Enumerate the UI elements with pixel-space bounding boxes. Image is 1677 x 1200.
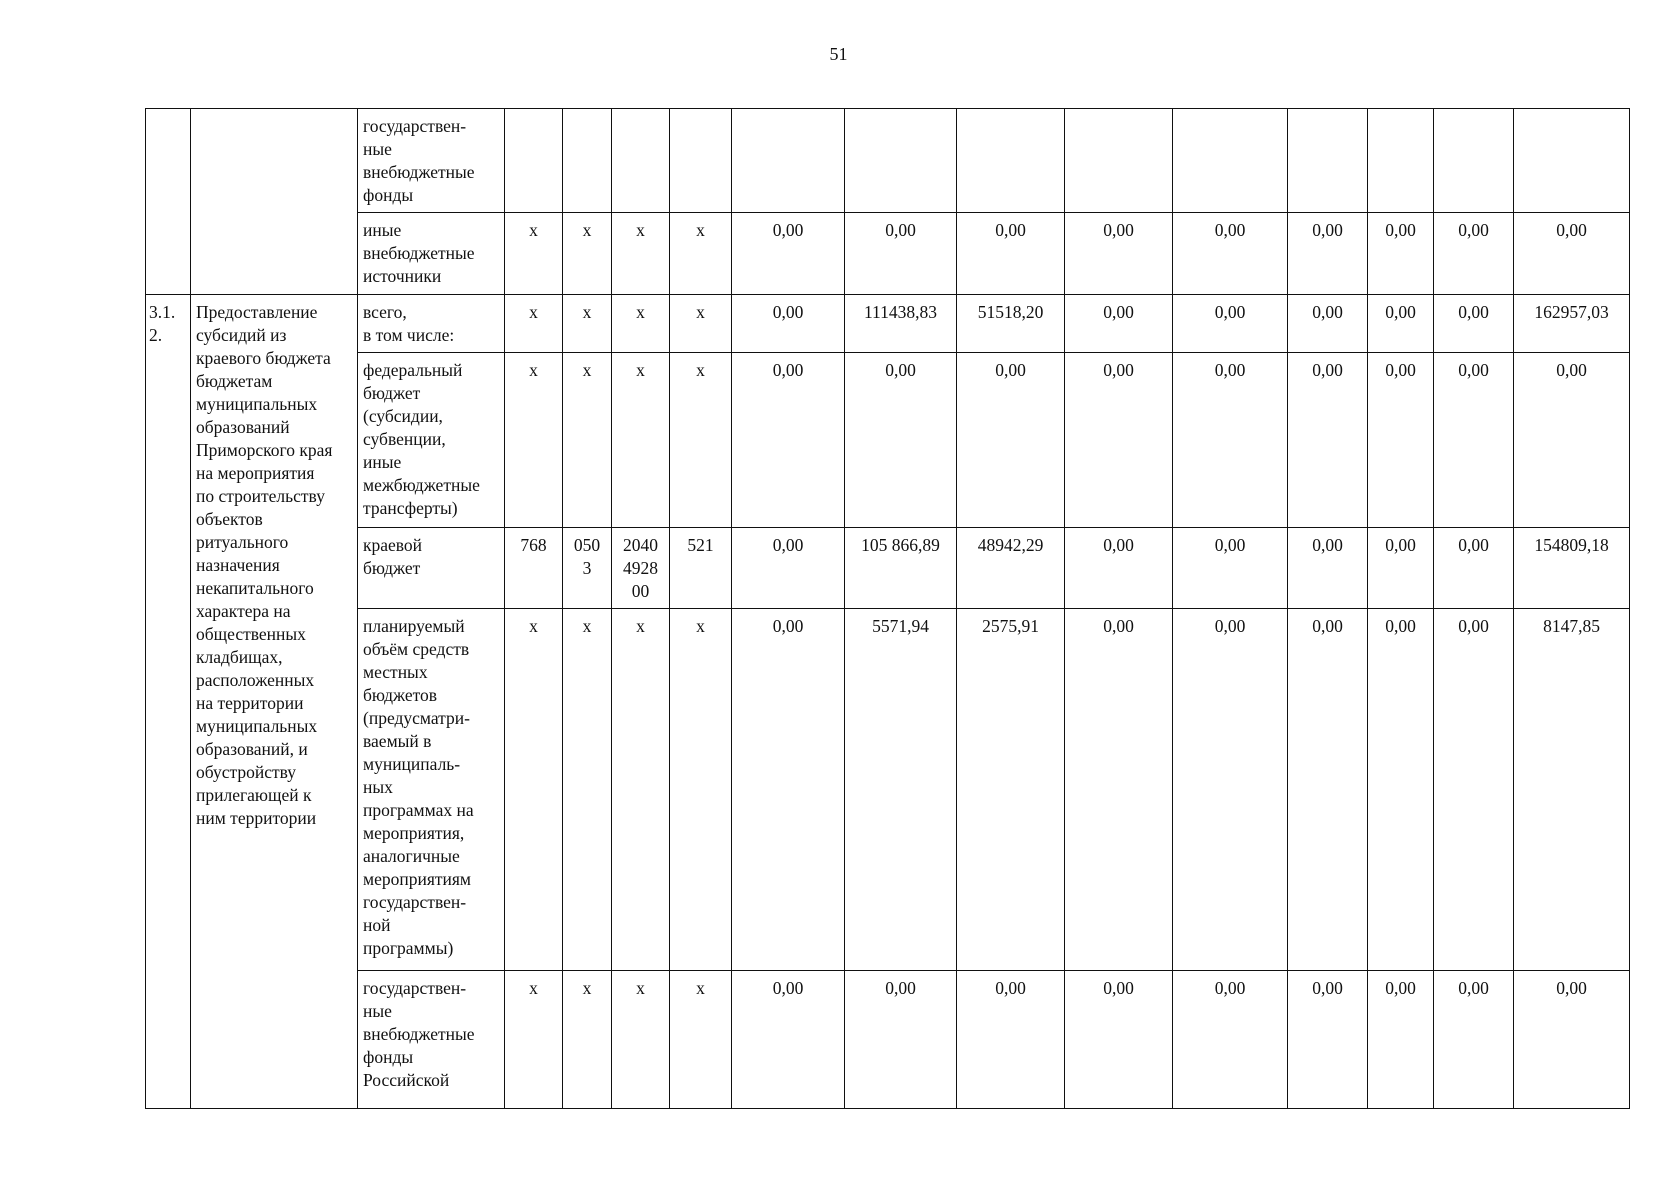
amount-cell: 0,00 xyxy=(1288,213,1368,295)
funding-source-line: ные xyxy=(363,1001,392,1021)
amount-cell xyxy=(1065,109,1173,213)
amount-cell: 0,00 xyxy=(1434,295,1514,353)
funding-source-line: объём средств xyxy=(363,639,470,659)
description-line: муниципальных xyxy=(196,394,318,414)
funding-source-cell xyxy=(358,971,505,1109)
budget-code-line: 050 xyxy=(573,535,601,555)
funding-source-line: (предусматри- xyxy=(363,708,470,728)
funding-source-line: трансферты) xyxy=(363,498,458,518)
amount-cell: 0,00 xyxy=(1434,213,1514,295)
budget-code-cell xyxy=(505,109,563,213)
table-row xyxy=(146,353,1630,528)
funding-source-line: Российской xyxy=(363,1070,450,1090)
table-row xyxy=(146,528,1630,609)
budget-code-line: 2040 xyxy=(623,535,658,555)
table-row xyxy=(146,295,1630,353)
amount-cell: 0,00 xyxy=(957,213,1065,295)
funding-source-cell xyxy=(358,295,505,353)
description-line: некапитального xyxy=(196,578,314,598)
table-row xyxy=(146,971,1630,1109)
budget-code-cell xyxy=(563,353,612,528)
description-line: муниципальных xyxy=(196,716,318,736)
budget-code-line: х xyxy=(582,360,592,380)
amount-cell: 0,00 xyxy=(1065,353,1173,528)
description-line: прилегающей к xyxy=(196,785,312,805)
row-number-cell xyxy=(146,109,191,295)
description-line: общественных xyxy=(196,624,306,644)
budget-code-cell xyxy=(670,353,732,528)
budget-code-line: 00 xyxy=(631,581,650,601)
description-line: на мероприятия xyxy=(196,463,315,483)
description-line: ритуального xyxy=(196,532,289,552)
page-number: 51 xyxy=(829,44,848,64)
funding-source-line: иные xyxy=(363,452,402,472)
budget-code-line: х xyxy=(636,616,645,636)
funding-source-line: аналогичные xyxy=(363,846,460,866)
budget-code-cell xyxy=(563,295,612,353)
budget-code-line: х xyxy=(582,220,592,240)
amount-cell xyxy=(957,109,1065,213)
amount-cell: 2575,91 xyxy=(957,609,1065,971)
funding-source-line: межбюджетные xyxy=(363,475,480,495)
description-line: обустройству xyxy=(196,762,297,782)
amount-cell: 0,00 xyxy=(1288,971,1368,1109)
funding-source-line: иные xyxy=(363,220,402,240)
amount-cell: 0,00 xyxy=(1514,353,1630,528)
budget-code-line: х xyxy=(696,360,705,380)
funding-source-line: ные xyxy=(363,139,392,159)
amount-cell: 154809,18 xyxy=(1514,528,1630,609)
budget-code-cell xyxy=(670,609,732,971)
amount-cell: 0,00 xyxy=(732,971,845,1109)
budget-code-cell xyxy=(612,609,670,971)
amount-cell: 162957,03 xyxy=(1514,295,1630,353)
budget-code-cell xyxy=(563,213,612,295)
description-line: расположенных xyxy=(196,670,315,690)
budget-code-line: 4928 xyxy=(623,558,658,578)
funding-source-line: мероприятия, xyxy=(363,823,465,843)
budget-code-line: х xyxy=(696,302,705,322)
amount-cell: 0,00 xyxy=(1434,528,1514,609)
description-line: субсидий из xyxy=(196,325,287,345)
amount-cell: 105 866,89 xyxy=(845,528,957,609)
amount-cell: 0,00 xyxy=(1065,971,1173,1109)
amount-cell: 0,00 xyxy=(1288,353,1368,528)
amount-cell: 0,00 xyxy=(1368,609,1434,971)
amount-cell: 0,00 xyxy=(1368,971,1434,1109)
budget-code-cell xyxy=(670,971,732,1109)
amount-cell: 0,00 xyxy=(732,353,845,528)
amount-cell: 0,00 xyxy=(1065,609,1173,971)
funding-source-line: программы) xyxy=(363,938,454,958)
amount-cell: 0,00 xyxy=(1288,528,1368,609)
amount-cell xyxy=(1514,109,1630,213)
budget-code-line: х xyxy=(582,616,592,636)
description-line: образований xyxy=(196,417,290,437)
funding-source-line: фонды xyxy=(363,185,414,205)
funding-source-line: субвенции, xyxy=(363,429,446,449)
description-line: бюджетам xyxy=(196,371,273,391)
budget-code-cell xyxy=(563,609,612,971)
funding-source-line: бюджет xyxy=(363,383,421,403)
amount-cell xyxy=(1434,109,1514,213)
budget-code-cell xyxy=(505,609,563,971)
funding-source-line: мероприятиям xyxy=(363,869,472,889)
amount-cell: 0,00 xyxy=(957,353,1065,528)
description-line: образований, и xyxy=(196,739,308,759)
amount-cell xyxy=(1288,109,1368,213)
budget-code-line: х xyxy=(636,360,645,380)
amount-cell xyxy=(1368,109,1434,213)
budget-code-cell xyxy=(612,109,670,213)
amount-cell: 0,00 xyxy=(845,213,957,295)
amount-cell: 0,00 xyxy=(1173,528,1288,609)
budget-code-cell xyxy=(612,971,670,1109)
budget-code-cell xyxy=(670,528,732,609)
description-line: краевого бюджета xyxy=(196,348,331,368)
budget-code-cell xyxy=(505,528,563,609)
description-line: кладбищах, xyxy=(196,647,283,667)
description-line: Приморского края xyxy=(196,440,333,460)
budget-code-line: 768 xyxy=(520,535,547,555)
amount-cell: 0,00 xyxy=(1434,971,1514,1109)
amount-cell: 0,00 xyxy=(1065,528,1173,609)
description-line: на территории xyxy=(196,693,304,713)
budget-code-line: х xyxy=(529,978,538,998)
amount-cell xyxy=(845,109,957,213)
amount-cell: 0,00 xyxy=(1368,353,1434,528)
funding-source-line: планируемый xyxy=(363,616,465,636)
funding-source-cell xyxy=(358,213,505,295)
amount-cell: 0,00 xyxy=(732,609,845,971)
funding-source-line: программах на xyxy=(363,800,474,820)
budget-code-line: х xyxy=(636,978,645,998)
amount-cell: 0,00 xyxy=(957,971,1065,1109)
funding-source-line: (субсидии, xyxy=(363,406,443,426)
funding-source-line: бюджетов xyxy=(363,685,438,705)
amount-cell: 0,00 xyxy=(1368,213,1434,295)
budget-code-line: 521 xyxy=(687,535,714,555)
description-line: характера на xyxy=(196,601,291,621)
funding-source-line: внебюджетные xyxy=(363,162,475,182)
budget-code-line: х xyxy=(636,220,645,240)
amount-cell: 0,00 xyxy=(732,213,845,295)
row-number-line: 2. xyxy=(149,325,163,345)
description-line: назначения xyxy=(196,555,280,575)
description-line: объектов xyxy=(196,509,263,529)
amount-cell: 0,00 xyxy=(1368,528,1434,609)
budget-code-cell xyxy=(612,353,670,528)
description-line: Предоставление xyxy=(196,302,318,322)
amount-cell: 0,00 xyxy=(1065,295,1173,353)
amount-cell: 0,00 xyxy=(732,528,845,609)
amount-cell: 0,00 xyxy=(1288,609,1368,971)
amount-cell xyxy=(1173,109,1288,213)
funding-source-line: фонды xyxy=(363,1047,414,1067)
funding-source-line: внебюджетные xyxy=(363,243,475,263)
funding-source-line: краевой xyxy=(363,535,423,555)
budget-code-line: 3 xyxy=(582,558,592,578)
funding-source-line: источники xyxy=(363,266,442,286)
funding-source-line: государствен- xyxy=(363,978,467,998)
amount-cell: 51518,20 xyxy=(957,295,1065,353)
budget-code-cell xyxy=(670,213,732,295)
amount-cell: 8147,85 xyxy=(1514,609,1630,971)
amount-cell: 0,00 xyxy=(1514,213,1630,295)
description-cell xyxy=(191,295,358,1109)
amount-cell: 0,00 xyxy=(732,295,845,353)
amount-cell: 0,00 xyxy=(1173,353,1288,528)
amount-cell: 0,00 xyxy=(1173,295,1288,353)
row-number-line: 3.1. xyxy=(149,302,176,322)
description-cell xyxy=(191,109,358,295)
funding-source-line: муниципаль- xyxy=(363,754,461,774)
funding-source-line: федеральный xyxy=(363,360,463,380)
amount-cell: 0,00 xyxy=(1173,971,1288,1109)
budget-code-cell xyxy=(505,213,563,295)
funding-source-line: в том числе: xyxy=(363,325,455,345)
amount-cell: 0,00 xyxy=(1368,295,1434,353)
amount-cell: 0,00 xyxy=(1514,971,1630,1109)
amount-cell: 0,00 xyxy=(1434,353,1514,528)
budget-code-cell xyxy=(612,295,670,353)
budget-code-cell xyxy=(505,353,563,528)
funding-source-line: государствен- xyxy=(363,892,467,912)
funding-source-cell xyxy=(358,353,505,528)
funding-source-cell xyxy=(358,528,505,609)
budget-code-cell xyxy=(505,971,563,1109)
funding-source-line: местных xyxy=(363,662,428,682)
funding-source-line: бюджет xyxy=(363,558,421,578)
funding-source-cell xyxy=(358,609,505,971)
funding-source-line: ваемый в xyxy=(363,731,432,751)
amount-cell: 0,00 xyxy=(845,353,957,528)
amount-cell: 0,00 xyxy=(1434,609,1514,971)
budget-code-line: х xyxy=(582,978,592,998)
budget-code-line: х xyxy=(529,360,538,380)
amount-cell: 0,00 xyxy=(1065,213,1173,295)
funding-source-line: всего, xyxy=(363,302,407,322)
budget-code-line: х xyxy=(696,978,705,998)
budget-code-line: х xyxy=(529,616,538,636)
description-line: ним территории xyxy=(196,808,317,828)
funding-source-cell xyxy=(358,109,505,213)
funding-source-line: ной xyxy=(363,915,391,935)
budget-code-cell xyxy=(612,528,670,609)
budget-code-cell xyxy=(563,109,612,213)
funding-source-line: внебюджетные xyxy=(363,1024,475,1044)
funding-source-line: ных xyxy=(363,777,393,797)
budget-code-cell xyxy=(563,528,612,609)
amount-cell xyxy=(732,109,845,213)
funding-source-line: государствен- xyxy=(363,116,467,136)
amount-cell: 0,00 xyxy=(1288,295,1368,353)
budget-table xyxy=(145,108,1630,1109)
amount-cell: 0,00 xyxy=(1173,213,1288,295)
budget-code-line: х xyxy=(529,220,538,240)
budget-code-line: х xyxy=(696,616,705,636)
row-number-cell xyxy=(146,295,191,1109)
budget-code-line: х xyxy=(582,302,592,322)
description-line: по строительству xyxy=(196,486,325,506)
budget-code-cell xyxy=(670,295,732,353)
amount-cell: 0,00 xyxy=(845,971,957,1109)
budget-code-line: х xyxy=(696,220,705,240)
amount-cell: 5571,94 xyxy=(845,609,957,971)
budget-code-cell xyxy=(670,109,732,213)
amount-cell: 48942,29 xyxy=(957,528,1065,609)
amount-cell: 0,00 xyxy=(1173,609,1288,971)
table-row xyxy=(146,609,1630,971)
table-row xyxy=(146,109,1630,213)
budget-code-cell xyxy=(505,295,563,353)
table-row xyxy=(146,213,1630,295)
budget-code-cell xyxy=(563,971,612,1109)
budget-code-cell xyxy=(612,213,670,295)
budget-code-line: х xyxy=(529,302,538,322)
amount-cell: 111438,83 xyxy=(845,295,957,353)
budget-code-line: х xyxy=(636,302,645,322)
